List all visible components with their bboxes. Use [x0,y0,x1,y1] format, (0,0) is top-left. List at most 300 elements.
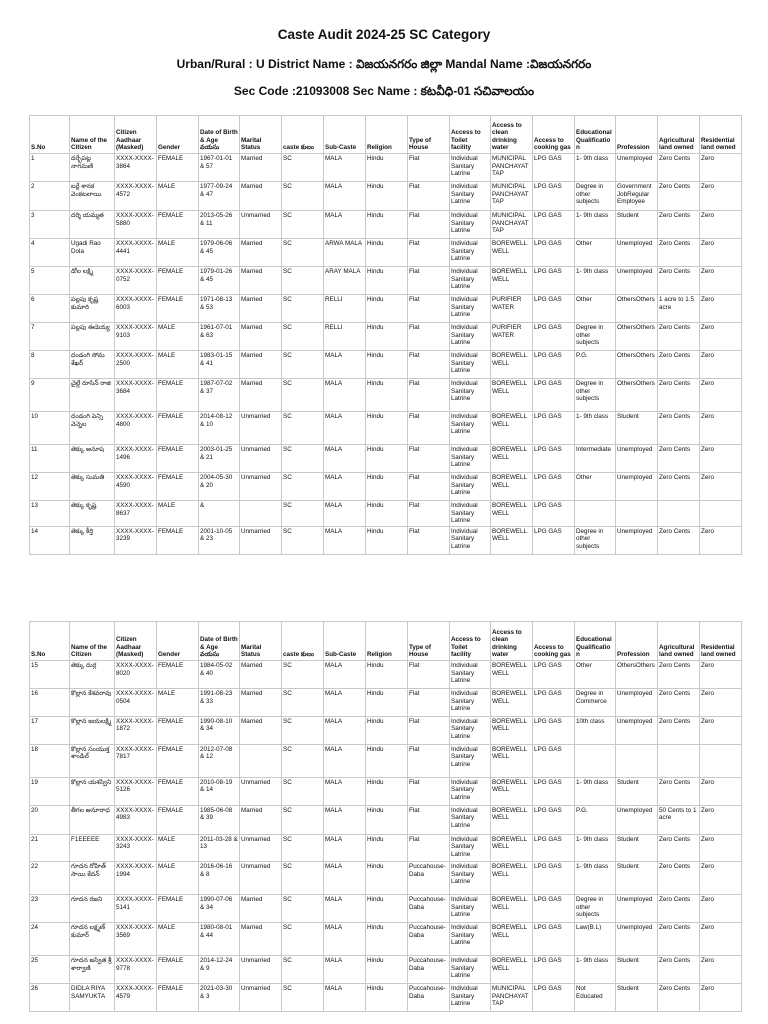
cell-aadhaar: XXXX-XXXX-3239 [115,526,157,554]
cell-gender: FEMALE [157,267,199,295]
cell-sno: 9 [30,379,70,412]
table-row [30,182,742,211]
cell-res: Zero [700,295,742,323]
table-row [30,716,742,744]
cell-toilet: Individual Sanitary Latrine [450,154,491,182]
table-row [30,267,742,295]
cell-aadhaar: XXXX-XXXX-4441 [115,239,157,267]
cell-name: కొల్లాన జయలక్ష్మి [70,716,115,744]
cell-toilet: Individual Sanitary Latrine [450,862,491,895]
table-row [30,473,742,501]
cell-toilet: Individual Sanitary Latrine [450,412,491,445]
col-header-gender: Gender [157,116,199,154]
cell-water: BOREWELL WELL [491,412,533,445]
table-row [30,445,742,473]
cell-religion: Hindu [366,445,408,473]
cell-aadhaar: XXXX-XXXX-7817 [115,744,157,777]
cell-dob: 2010-08-19 & 14 [199,777,240,805]
cell-res: Zero [700,154,742,182]
cell-res: Zero [700,379,742,412]
cell-sno: 1 [30,154,70,182]
citizen-table-page-2 [29,621,742,1012]
cell-aadhaar: XXXX-XXXX-0752 [115,267,157,295]
cell-religion: Hindu [366,412,408,445]
cell-marital: Unmarried [240,862,282,895]
table-row [30,956,742,984]
location-line: Urban/Rural : U District Name : విజయనగరం జిల్లా Mandal Name :విజయనగరం [176,57,592,71]
cell-prof: Unemployed [616,526,658,554]
cell-religion: Hindu [366,473,408,501]
cell-sno: 20 [30,805,70,834]
cell-subcaste: MALA [324,182,366,211]
cell-religion: Hindu [366,895,408,923]
cell-caste: SC [282,744,324,777]
cell-name: డోల లక్ష్మి [70,267,115,295]
cell-house: Flat [408,661,450,689]
cell-edu: Degree in other subjects [575,526,616,554]
col-header-toilet: Access to Toilet facility [450,622,491,661]
cell-prof: Student [616,412,658,445]
cell-subcaste: MALA [324,895,366,923]
cell-prof: OthersOthers [616,661,658,689]
cell-religion: Hindu [366,182,408,211]
cell-dob: 1990-08-10 & 34 [199,716,240,744]
cell-aadhaar: XXXX-XXXX-3243 [115,834,157,862]
cell-caste: SC [282,862,324,895]
col-header-dob: Date of Birth & Age వయసు [199,116,240,154]
cell-aadhaar: XXXX-XXXX-8020 [115,661,157,689]
cell-edu: Not Educated [575,984,616,1012]
cell-dob: 1977-09-24 & 47 [199,182,240,211]
cell-aadhaar: XXXX-XXXX-4800 [115,412,157,445]
col-header-gas: Access to cooking gas [533,116,575,154]
cell-res: Zero [700,923,742,956]
cell-agri [658,501,700,527]
cell-caste: SC [282,445,324,473]
cell-sno: 14 [30,526,70,554]
col-header-res: Residential land owned [700,116,742,154]
cell-caste: SC [282,777,324,805]
cell-edu [575,744,616,777]
cell-prof: Unemployed [616,805,658,834]
table-header-row [30,116,742,154]
col-header-sno: S.No [30,116,70,154]
cell-religion: Hindu [366,267,408,295]
cell-sno: 6 [30,295,70,323]
cell-agri: Zero Cents [658,473,700,501]
cell-aadhaar: XXXX-XXXX-3569 [115,923,157,956]
cell-gas: LPG GAS [533,689,575,717]
cell-house: Puccahouse-Daba [408,984,450,1012]
cell-aadhaar: XXXX-XXXX-4590 [115,473,157,501]
col-header-name: Name of the Citizen [70,116,115,154]
cell-religion: Hindu [366,661,408,689]
cell-aadhaar: XXXX-XXXX-4579 [115,984,157,1012]
col-header-edu: Educational Qualification [575,622,616,661]
cell-house: Flat [408,239,450,267]
cell-res: Zero [700,661,742,689]
cell-res: Zero [700,211,742,239]
cell-gender: MALE [157,834,199,862]
cell-house: Flat [408,526,450,554]
col-header-water: Access to clean drinking water [491,116,533,154]
cell-caste: SC [282,379,324,412]
cell-caste: SC [282,689,324,717]
cell-subcaste: MALA [324,777,366,805]
col-header-sno: S.No [30,622,70,661]
cell-res: Zero [700,323,742,351]
cell-toilet: Individual Sanitary Latrine [450,379,491,412]
table-row [30,379,742,412]
cell-marital: Unmarried [240,473,282,501]
cell-gas: LPG GAS [533,661,575,689]
cell-gas: LPG GAS [533,211,575,239]
cell-prof: Unemployed [616,473,658,501]
cell-edu: Intermediate [575,445,616,473]
cell-edu: Other [575,661,616,689]
cell-religion: Hindu [366,744,408,777]
cell-house: Flat [408,182,450,211]
cell-religion: Hindu [366,777,408,805]
cell-aadhaar: XXXX-XXXX-1994 [115,862,157,895]
cell-caste: SC [282,895,324,923]
cell-house: Puccahouse-Daba [408,862,450,895]
col-header-agri: Agricultural land owned [658,116,700,154]
cell-gender: FEMALE [157,661,199,689]
cell-water: BOREWELL WELL [491,805,533,834]
cell-caste: SC [282,239,324,267]
col-header-water: Access to clean drinking water [491,622,533,661]
cell-dob: 1984-05-02 & 40 [199,661,240,689]
cell-marital: Married [240,895,282,923]
cell-caste: SC [282,501,324,527]
cell-toilet: Individual Sanitary Latrine [450,445,491,473]
table-row [30,805,742,834]
table-header-row [30,622,742,661]
cell-res: Zero [700,895,742,923]
cell-gas: LPG GAS [533,473,575,501]
cell-subcaste: ARAY MALA [324,267,366,295]
cell-dob: 1971-08-13 & 53 [199,295,240,323]
cell-name: గూదన జస్విత శ్రీ శార్వాణి [70,956,115,984]
cell-water: BOREWELL WELL [491,379,533,412]
cell-gender: FEMALE [157,412,199,445]
cell-edu: Degree in other subjects [575,182,616,211]
cell-sno: 18 [30,744,70,777]
cell-edu: Degree in other subjects [575,379,616,412]
cell-water: BOREWELL WELL [491,895,533,923]
cell-subcaste: MALA [324,501,366,527]
cell-religion: Hindu [366,211,408,239]
cell-dob: 1983-01-15 & 41 [199,351,240,379]
cell-agri: Zero Cents [658,526,700,554]
cell-sno: 15 [30,661,70,689]
cell-name: గూదన రోహిత్ సాయి కేదన్ [70,862,115,895]
cell-res: Zero [700,777,742,805]
cell-toilet: Individual Sanitary Latrine [450,744,491,777]
cell-agri: Zero Cents [658,211,700,239]
cell-house: Flat [408,805,450,834]
cell-gender: FEMALE [157,211,199,239]
cell-edu: Degree in Commerce [575,689,616,717]
cell-aadhaar: XXXX-XXXX-3864 [115,154,157,182]
col-header-house: Type of House [408,116,450,154]
cell-subcaste: MALA [324,661,366,689]
cell-toilet: Individual Sanitary Latrine [450,295,491,323]
cell-caste: SC [282,182,324,211]
cell-marital: Married [240,267,282,295]
cell-gas: LPG GAS [533,956,575,984]
cell-name: దండంగి పెన్సి వెన్నెల [70,412,115,445]
cell-gender: FEMALE [157,473,199,501]
cell-prof: Unemployed [616,267,658,295]
cell-aadhaar: XXXX-XXXX-4983 [115,805,157,834]
cell-prof: Unemployed [616,445,658,473]
cell-house: Flat [408,211,450,239]
report-title: Caste Audit 2024-25 SC Category [277,27,491,42]
cell-dob: 1979-01-26 & 45 [199,267,240,295]
cell-gender: FEMALE [157,526,199,554]
cell-toilet: Individual Sanitary Latrine [450,501,491,527]
cell-marital: Unmarried [240,956,282,984]
cell-water: BOREWELL WELL [491,445,533,473]
cell-agri: Zero Cents [658,154,700,182]
cell-marital: Married [240,805,282,834]
table-row [30,895,742,923]
cell-dob: & [199,501,240,527]
cell-aadhaar: XXXX-XXXX-2500 [115,351,157,379]
cell-dob: 1985-06-08 & 39 [199,805,240,834]
cell-gas: LPG GAS [533,862,575,895]
cell-prof: Student [616,777,658,805]
cell-name: తెక్కు దుర్గ [70,661,115,689]
cell-religion: Hindu [366,689,408,717]
cell-res: Zero [700,805,742,834]
cell-religion: Hindu [366,295,408,323]
cell-marital: Married [240,295,282,323]
table-row [30,862,742,895]
cell-prof: Unemployed [616,716,658,744]
cell-marital: Married [240,239,282,267]
table-row [30,323,742,351]
cell-religion: Hindu [366,351,408,379]
cell-marital: Married [240,689,282,717]
cell-name: తెక్కు అనూష [70,445,115,473]
cell-house: Puccahouse-Daba [408,923,450,956]
cell-subcaste: MALA [324,834,366,862]
cell-gas: LPG GAS [533,716,575,744]
cell-aadhaar: XXXX-XXXX-1496 [115,445,157,473]
cell-house: Flat [408,501,450,527]
cell-subcaste: MALA [324,956,366,984]
cell-gas: LPG GAS [533,182,575,211]
cell-water: BOREWELL WELL [491,473,533,501]
cell-sno: 8 [30,351,70,379]
cell-gender: FEMALE [157,805,199,834]
col-header-gas: Access to cooking gas [533,622,575,661]
cell-religion: Hindu [366,379,408,412]
cell-gas: LPG GAS [533,412,575,445]
cell-toilet: Individual Sanitary Latrine [450,239,491,267]
cell-water: BOREWELL WELL [491,956,533,984]
cell-house: Flat [408,445,450,473]
cell-edu: 1- 9th class [575,267,616,295]
cell-agri: Zero Cents [658,379,700,412]
cell-agri: 50 Cents to 1 acre [658,805,700,834]
col-header-name: Name of the Citizen [70,622,115,661]
col-header-caste: caste కులం [282,116,324,154]
cell-caste: SC [282,154,324,182]
cell-subcaste: MALA [324,211,366,239]
cell-agri: Zero Cents [658,777,700,805]
cell-name: దర్భేపట్ల నాగమణి [70,154,115,182]
cell-caste: SC [282,295,324,323]
cell-subcaste: MALA [324,744,366,777]
cell-name: F1EEEEE [70,834,115,862]
cell-aadhaar: XXXX-XXXX-0504 [115,689,157,717]
cell-prof: OthersOthers [616,295,658,323]
col-header-agri: Agricultural land owned [658,622,700,661]
cell-aadhaar: XXXX-XXXX-6003 [115,295,157,323]
cell-dob: 2011-03-28 & 13 [199,834,240,862]
table-row [30,211,742,239]
cell-edu: Law(B.L) [575,923,616,956]
cell-sno: 21 [30,834,70,862]
cell-edu: 1- 9th class [575,154,616,182]
cell-agri: Zero Cents [658,267,700,295]
col-header-aadhaar: Citizen Aadhaar (Masked) [115,116,157,154]
cell-caste: SC [282,716,324,744]
cell-dob: 2014-08-12 & 10 [199,412,240,445]
table-row [30,351,742,379]
col-header-dob: Date of Birth & Age వయసు [199,622,240,661]
cell-gas: LPG GAS [533,501,575,527]
cell-gender: FEMALE [157,956,199,984]
cell-res: Zero [700,473,742,501]
cell-toilet: Individual Sanitary Latrine [450,323,491,351]
cell-res [700,501,742,527]
cell-subcaste: MALA [324,984,366,1012]
cell-edu: 1- 9th class [575,211,616,239]
citizen-table-page-1 [29,115,742,555]
cell-gas: LPG GAS [533,777,575,805]
cell-gender: MALE [157,862,199,895]
cell-water: BOREWELL WELL [491,777,533,805]
cell-name: గూదన లక్ష్మణ్ కుమార్ [70,923,115,956]
cell-sno: 22 [30,862,70,895]
cell-gender: FEMALE [157,984,199,1012]
cell-religion: Hindu [366,323,408,351]
cell-marital: Married [240,323,282,351]
cell-gender: MALE [157,501,199,527]
cell-dob: 1980-08-01 & 44 [199,923,240,956]
cell-subcaste: MALA [324,805,366,834]
cell-toilet: Individual Sanitary Latrine [450,689,491,717]
table-row [30,412,742,445]
cell-agri: Zero Cents [658,323,700,351]
cell-marital: Married [240,716,282,744]
cell-gas: LPG GAS [533,805,575,834]
cell-agri: 1 acre to 1.5 acre [658,295,700,323]
cell-sno: 24 [30,923,70,956]
cell-subcaste: MALA [324,473,366,501]
cell-sno: 16 [30,689,70,717]
cell-aadhaar: XXXX-XXXX-1872 [115,716,157,744]
cell-gas: LPG GAS [533,351,575,379]
col-header-prof: Profession [616,622,658,661]
cell-water: MUNICIPAL PANCHAYAT TAP [491,154,533,182]
cell-prof: OthersOthers [616,379,658,412]
cell-sno: 25 [30,956,70,984]
cell-water: BOREWELL WELL [491,923,533,956]
cell-sno: 4 [30,239,70,267]
cell-edu: Degree in other subjects [575,895,616,923]
col-header-religion: Religion [366,622,408,661]
cell-prof: Student [616,984,658,1012]
cell-religion: Hindu [366,805,408,834]
cell-agri [658,744,700,777]
cell-toilet: Individual Sanitary Latrine [450,834,491,862]
cell-dob: 2016-06-16 & 8 [199,862,240,895]
cell-subcaste: MALA [324,351,366,379]
cell-gender: MALE [157,182,199,211]
cell-agri: Zero Cents [658,716,700,744]
cell-marital: Unmarried [240,777,282,805]
cell-dob: 2012-07-08 & 12 [199,744,240,777]
cell-gas: LPG GAS [533,526,575,554]
cell-gas: LPG GAS [533,834,575,862]
cell-gender: FEMALE [157,895,199,923]
table-row [30,526,742,554]
cell-marital [240,501,282,527]
cell-gas: LPG GAS [533,379,575,412]
cell-house: Flat [408,777,450,805]
cell-gender: MALE [157,239,199,267]
cell-edu [575,501,616,527]
cell-sno: 7 [30,323,70,351]
cell-sno: 13 [30,501,70,527]
col-header-gender: Gender [157,622,199,661]
cell-name: తెక్కు కృష్ణ [70,501,115,527]
cell-res: Zero [700,239,742,267]
cell-water: BOREWELL WELL [491,716,533,744]
cell-gas: LPG GAS [533,239,575,267]
cell-house: Puccahouse-Daba [408,895,450,923]
cell-toilet: Individual Sanitary Latrine [450,956,491,984]
cell-subcaste: MALA [324,716,366,744]
cell-sno: 12 [30,473,70,501]
cell-agri: Zero Cents [658,182,700,211]
cell-gender: FEMALE [157,716,199,744]
cell-edu: 1- 9th class [575,862,616,895]
cell-house: Flat [408,295,450,323]
cell-marital: Unmarried [240,834,282,862]
cell-prof: Unemployed [616,154,658,182]
cell-sno: 23 [30,895,70,923]
cell-gas: LPG GAS [533,267,575,295]
cell-gender: MALE [157,923,199,956]
cell-house: Flat [408,154,450,182]
cell-edu: 1- 9th class [575,412,616,445]
cell-name: తెక్కు కీర్తి [70,526,115,554]
cell-prof: Government JobRegular Employee [616,182,658,211]
cell-water: BOREWELL WELL [491,351,533,379]
cell-religion: Hindu [366,956,408,984]
cell-prof: Student [616,834,658,862]
cell-caste: SC [282,211,324,239]
cell-house: Flat [408,351,450,379]
cell-water: MUNICIPAL PANCHAYAT TAP [491,211,533,239]
